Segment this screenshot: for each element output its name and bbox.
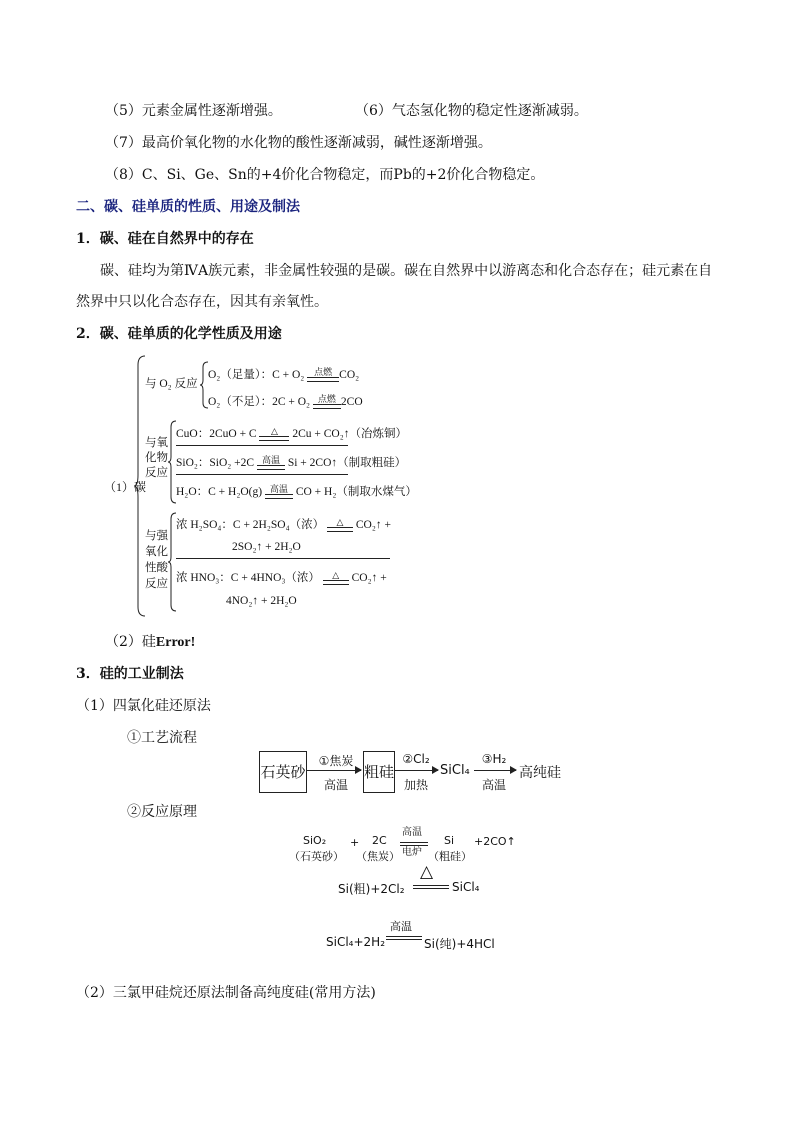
item-6: （6）气态氢化物的稳定性逐渐减弱。 xyxy=(355,103,588,119)
cuo-underline xyxy=(176,445,348,446)
r2-reactants: Si(粗)+2Cl₂ xyxy=(338,882,405,896)
item-5: （5）元素金属性逐渐增强。 xyxy=(105,103,282,119)
h2so4-products: CO₂↑ + xyxy=(355,519,391,531)
r1-silicon: Si xyxy=(444,834,455,847)
o2-excess-product: CO₂ xyxy=(339,369,360,381)
h2o-reactants: H₂O：C + H₂O(g) xyxy=(176,486,263,498)
r1-arrow-line-1 xyxy=(400,842,428,843)
r2-arrow-line-1 xyxy=(413,885,449,886)
r1-sio2-note: （石英砂） xyxy=(289,850,344,863)
acid-label-line-2: 氧化 xyxy=(145,546,168,558)
method-1-heading: （1）四氯化硅还原法 xyxy=(76,698,211,714)
r3-reactants: SiCl₄+2H₂ xyxy=(326,935,385,949)
h2o-arrow xyxy=(265,484,293,499)
r2-product: SiCl₄ xyxy=(452,880,480,894)
h2so4-condition: △ xyxy=(336,517,344,527)
sio2-condition: 高温 xyxy=(261,455,280,465)
item-7: （7）最高价氧化物的水化物的酸性逐渐减弱，碱性逐渐增强。 xyxy=(105,135,492,151)
o2-lack-condition: 点燃 xyxy=(317,394,336,404)
acid-label-line-3: 性酸 xyxy=(145,562,168,574)
principle-title: ②反应原理 xyxy=(127,804,197,820)
flow-arrow-1-bottom: 高温 xyxy=(323,778,348,792)
flow-arrow-2 xyxy=(394,770,438,771)
item-8: （8）C、Si、Ge、Sn的+4价化合物稳定，而Pb的+2价化合物稳定。 xyxy=(105,167,545,183)
cuo-reactants: CuO：2CuO + C xyxy=(176,428,257,440)
h2so4-reactants: 浓 H₂SO₄：C + 2H₂SO₄（浓） xyxy=(176,519,325,531)
cuo-arrow xyxy=(259,426,289,441)
flow-arrow-2-bottom: 加热 xyxy=(403,778,428,792)
section-heading: 二、碳、硅单质的性质、用途及制法 xyxy=(76,199,300,215)
o2-excess-reactants: O₂（足量）：C + O₂ xyxy=(208,369,305,381)
sio2-arrow xyxy=(257,455,285,470)
r2-condition: △ xyxy=(420,862,434,882)
o2-lack-arrow xyxy=(313,394,341,409)
flow-title: ①工艺流程 xyxy=(127,730,197,746)
o2-lack-reactants: O₂（不足）：2C + O₂ xyxy=(208,396,311,408)
r1-co: +2CO↑ xyxy=(474,835,516,848)
h2so4-underline xyxy=(176,558,390,559)
cuo-condition: △ xyxy=(271,426,278,436)
h2so4-equation xyxy=(176,517,391,532)
h2so4-arrow xyxy=(327,517,353,532)
oxide-label-line-1: 与氧 xyxy=(145,437,168,449)
silicon-prefix: （2）硅 xyxy=(105,634,156,650)
o2-excess-condition: 点燃 xyxy=(314,367,333,377)
flow-arrow-3-top: ③H₂ xyxy=(481,752,507,766)
flow-arrow-3-bottom: 高温 xyxy=(481,778,506,792)
acid-group-label xyxy=(145,528,168,592)
silicon-line xyxy=(105,632,195,653)
o2-lack-product: 2CO xyxy=(340,396,363,408)
flow-arrow-1-top: ①焦炭 xyxy=(318,754,354,768)
oxide-group-label xyxy=(145,436,168,481)
r2-arrow-line-2 xyxy=(413,888,449,889)
o2-lack-equation xyxy=(208,394,363,409)
hno3-reactants: 浓 HNO₃：C + 4HNO₃（浓） xyxy=(176,572,320,584)
acid-label-line-1: 与强 xyxy=(145,530,168,542)
carbon-root-label: （1）碳 xyxy=(104,480,147,494)
flow-box-crude-silicon: 粗硅 xyxy=(363,751,395,793)
sio2-equation xyxy=(176,455,406,470)
hno3-equation xyxy=(176,570,387,585)
r3-condition: 高温 xyxy=(390,920,412,933)
flow-arrow-3 xyxy=(474,770,516,771)
acid-label-line-4: 反应 xyxy=(145,578,168,590)
error-text: Error! xyxy=(155,635,196,650)
flow-arrow-2-top: ②Cl₂ xyxy=(402,752,430,766)
subsection-heading-2: 2．碳、硅单质的化学性质及用途 xyxy=(76,326,282,342)
sio2-products: Si + 2CO↑（制取粗硅） xyxy=(287,457,407,469)
paragraph-line-1: 碳、硅均为第ⅣA族元素，非金属性较强的是碳。碳在自然界中以游离态和化合态存在；硅元素在自 xyxy=(100,263,713,279)
r3-arrow-line-1 xyxy=(386,936,422,937)
flow-box-quartz-sand: 石英砂 xyxy=(259,751,307,793)
o2-excess-arrow xyxy=(307,367,339,382)
hno3-arrow xyxy=(323,570,349,585)
hno3-line-2: 4NO₂↑ + 2H₂O xyxy=(226,595,297,607)
r1-carbon: 2C xyxy=(372,834,387,847)
subsection-heading-1: 1．碳、硅在自然界中的存在 xyxy=(76,231,254,247)
flow-node-sicl4: SiCl₄ xyxy=(440,763,470,778)
o2-group-label: 与 O₂ 反应 xyxy=(145,378,198,390)
h2so4-line-2: 2SO₂↑ + 2H₂O xyxy=(232,541,301,553)
flow-node-pure-silicon: 高纯硅 xyxy=(519,765,561,781)
r1-condition-bottom: 电炉 xyxy=(402,847,422,858)
cuo-products: 2Cu + CO₂↑（冶炼铜） xyxy=(292,428,407,440)
section-3-heading: 3．硅的工业制法 xyxy=(76,666,184,682)
r1-carbon-note: （焦炭） xyxy=(356,850,400,863)
r1-plus: + xyxy=(350,836,360,849)
hno3-products: CO₂↑ + xyxy=(351,572,387,584)
cuo-equation xyxy=(176,426,407,441)
r1-sio2: SiO₂ xyxy=(303,834,327,847)
sio2-underline xyxy=(176,474,348,475)
r3-products: Si(纯)+4HCl xyxy=(424,937,495,951)
flow-arrow-1 xyxy=(306,770,361,771)
h2o-products: CO + H₂（制取水煤气） xyxy=(295,486,417,498)
r1-silicon-note: （粗硅） xyxy=(428,850,472,863)
h2o-equation xyxy=(176,484,417,499)
oxide-label-line-2: 化物 xyxy=(145,452,168,464)
sio2-reactants: SiO₂：SiO₂ +2C xyxy=(176,457,255,469)
r3-arrow-line-2 xyxy=(386,939,422,940)
o2-excess-equation xyxy=(208,367,359,382)
r1-condition-top: 高温 xyxy=(402,827,422,838)
oxide-label-line-3: 反应 xyxy=(145,467,168,479)
hno3-condition: △ xyxy=(332,570,340,580)
paragraph-line-2: 然界中只以化合态存在，因其有亲氧性。 xyxy=(76,294,328,310)
h2o-condition: 高温 xyxy=(269,484,288,494)
method-2-heading: （2）三氯甲硅烷还原法制备高纯度硅(常用方法) xyxy=(76,985,376,1001)
